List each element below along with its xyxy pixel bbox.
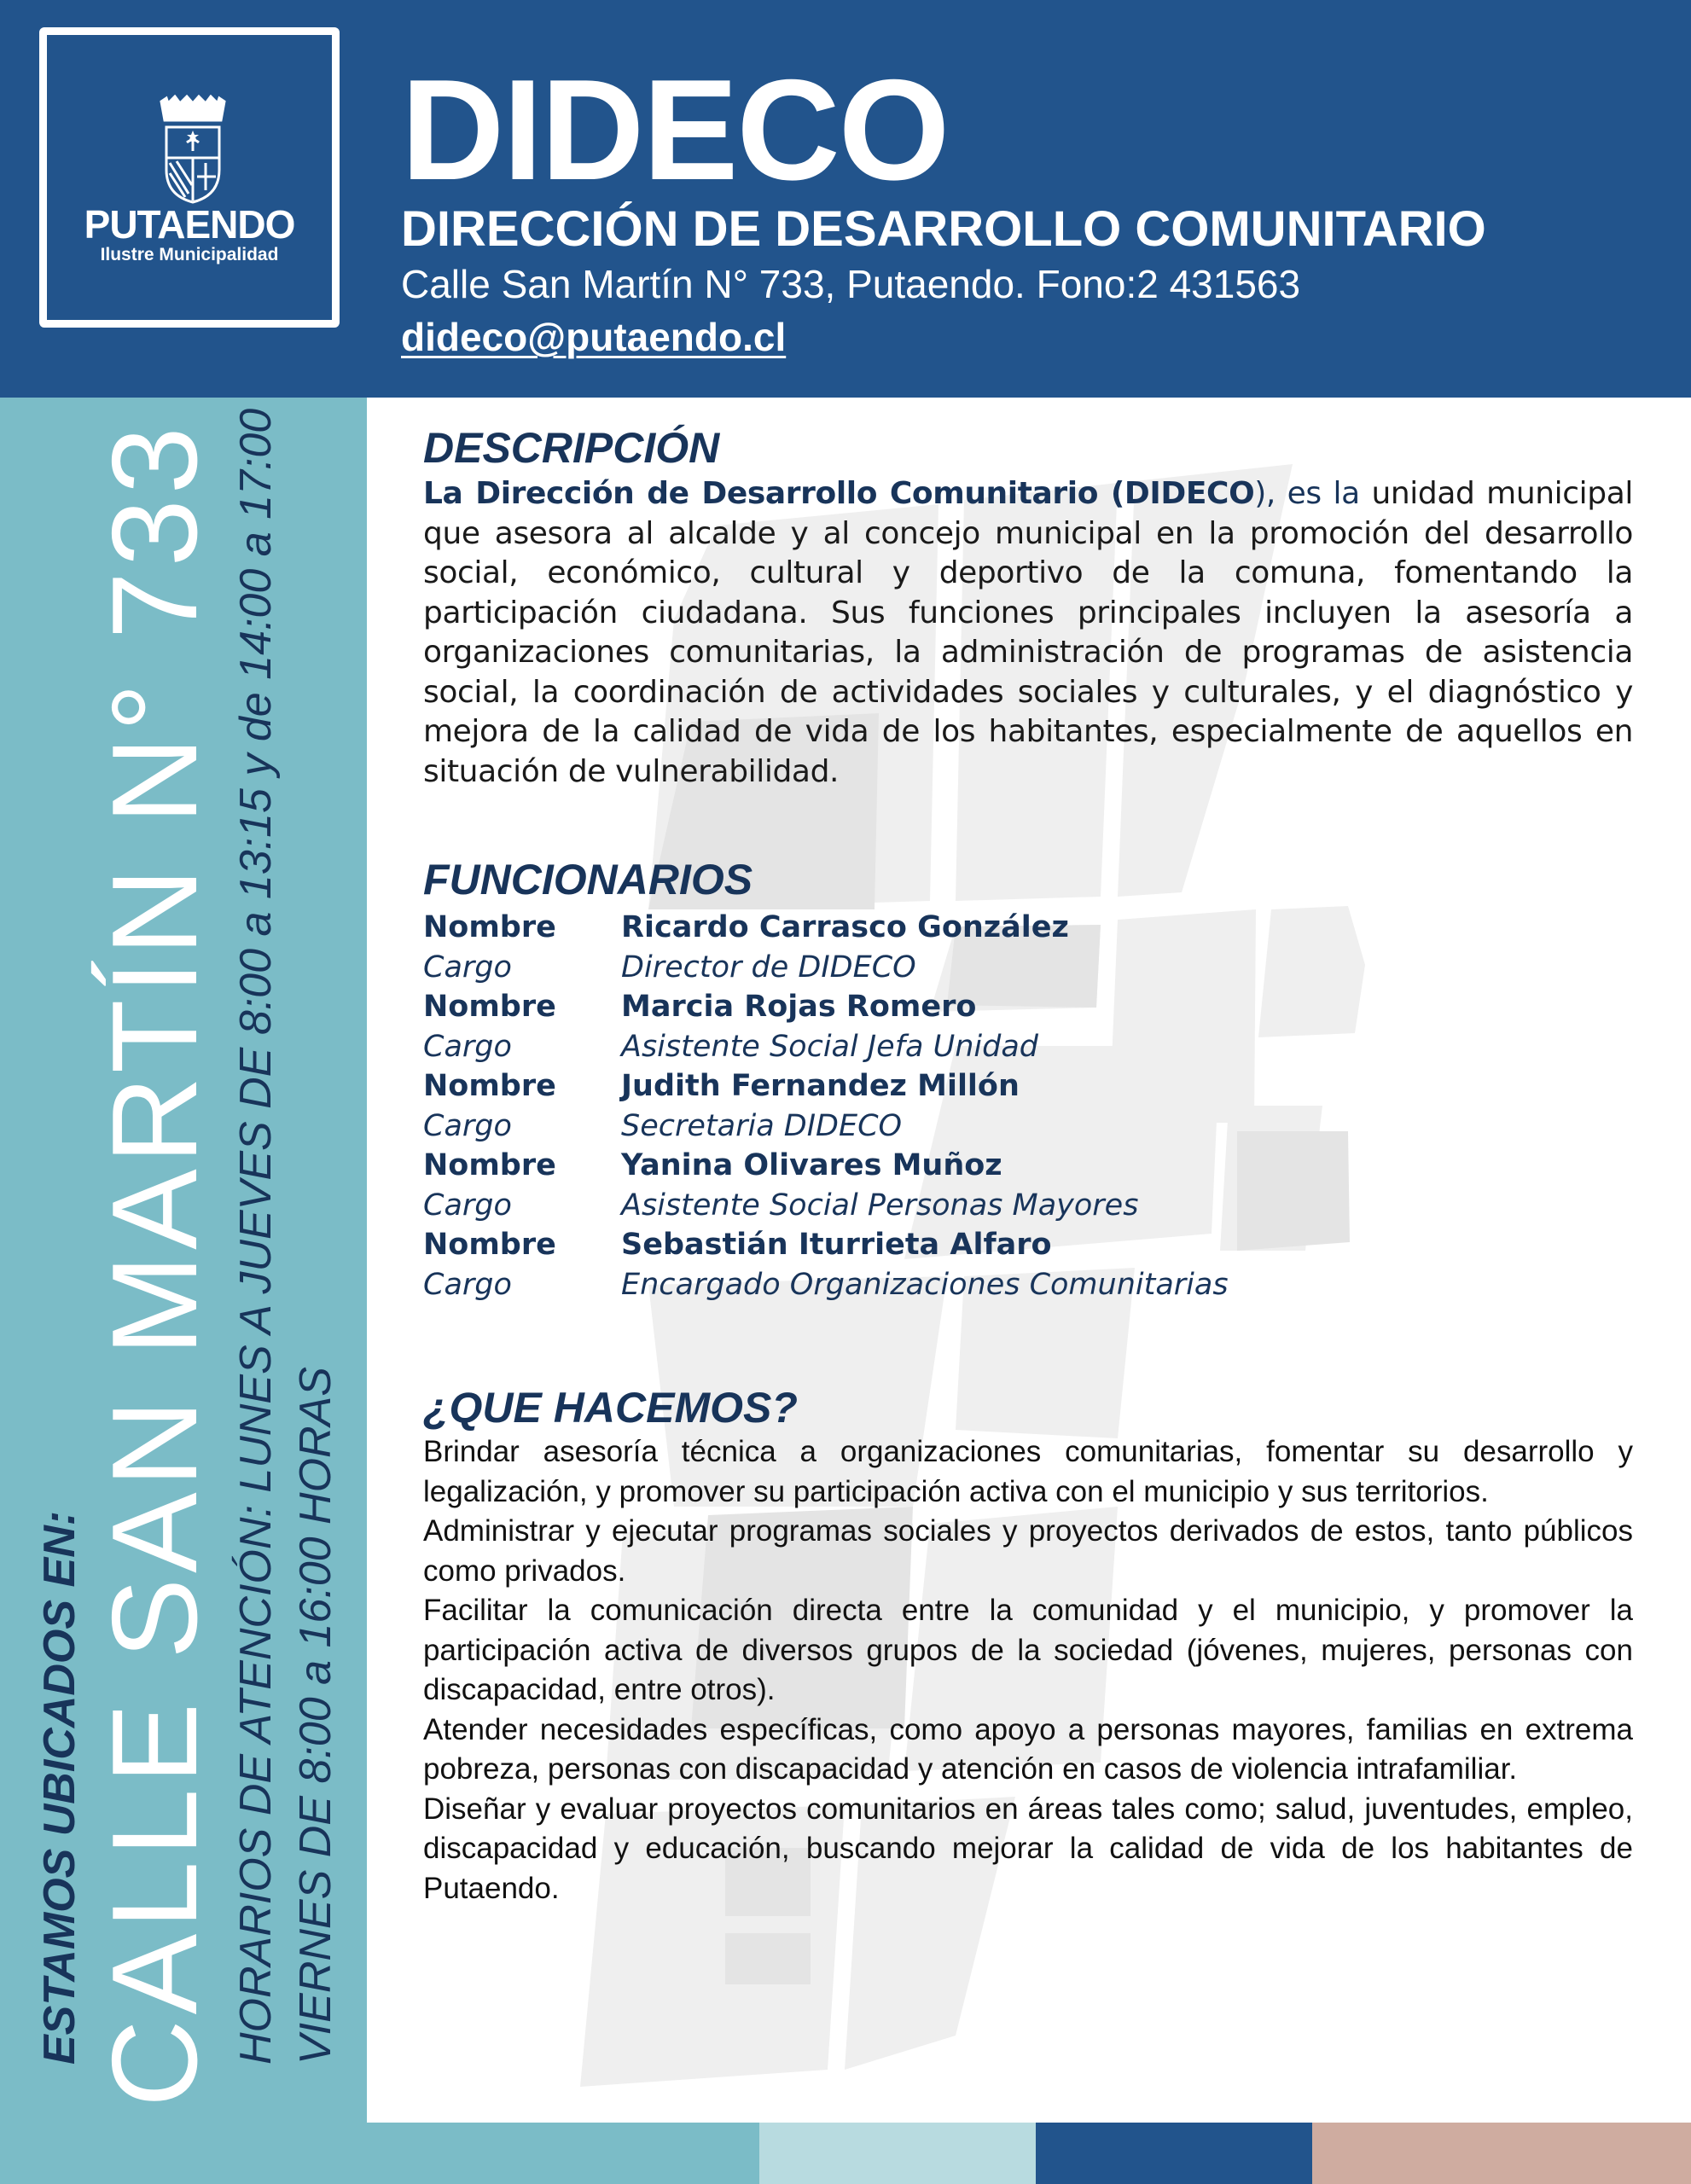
section-title-que-hacemos: ¿QUE HACEMOS? bbox=[423, 1384, 798, 1432]
staff-name: Judith Fernandez Millón bbox=[621, 1069, 1020, 1103]
activity-item: Administrar y ejecutar programas sociales y proyectos derivados de estos, tanto públicos como privados. bbox=[423, 1514, 1633, 1588]
description-lead-connector: ), es la bbox=[1254, 476, 1360, 511]
staff-name: Ricardo Carrasco González bbox=[621, 910, 1069, 944]
footer-bar-segment bbox=[367, 2123, 759, 2184]
staff-name: Sebastián Iturrieta Alfaro bbox=[621, 1228, 1052, 1262]
activity-item: Brindar asesoría técnica a organizaciones comunitarias, fomentar su desarrollo y legalización, y promover su participación activa con el municipio y sus territorios. bbox=[423, 1435, 1633, 1508]
staff-role-row bbox=[423, 1186, 1633, 1226]
municipality-logo bbox=[39, 27, 340, 328]
staff-role: Asistente Social Personas Mayores bbox=[621, 1188, 1139, 1223]
hours-friday: VIERNES DE 8:00 a 16:00 HORAS bbox=[291, 1367, 340, 2065]
located-label: ESTAMOS UBICADOS EN: bbox=[35, 1510, 84, 2065]
header-banner bbox=[0, 0, 1691, 398]
map-block bbox=[725, 1933, 811, 1984]
staff-role: Encargado Organizaciones Comunitarias bbox=[621, 1267, 1229, 1302]
activity-item: Diseñar y evaluar proyectos comunitarios en áreas tales como; salud, juventudes, empleo, discapacidad y educación, buscando mejorar la calidad de vida de los habitantes de Putaendo. bbox=[423, 1792, 1633, 1905]
footer-color-bar bbox=[367, 2123, 1691, 2184]
activities-list bbox=[423, 1432, 1633, 1908]
footer-bar-segment bbox=[1036, 2123, 1312, 2184]
section-title-descripcion: DESCRIPCIÓN bbox=[423, 424, 720, 472]
name-label: Nombre bbox=[423, 1148, 556, 1182]
staff-name-row bbox=[423, 1146, 1633, 1186]
staff-name-row bbox=[423, 987, 1633, 1027]
role-label: Cargo bbox=[423, 1108, 512, 1143]
staff-role-row bbox=[423, 1265, 1633, 1305]
name-label: Nombre bbox=[423, 1228, 556, 1262]
staff-name-row bbox=[423, 1066, 1633, 1107]
page-subtitle: DIRECCIÓN DE DESARROLLO COMUNITARIO bbox=[401, 201, 1486, 257]
address-phone: Calle San Martín N° 733, Putaendo. Fono:2 431563 bbox=[401, 262, 1301, 306]
description-lead: La Dirección de Desarrollo Comunitario (DIDECO bbox=[423, 476, 1255, 511]
name-label: Nombre bbox=[423, 910, 556, 944]
coat-of-arms-icon bbox=[154, 95, 231, 206]
page-title: DIDECO bbox=[401, 49, 949, 210]
role-label: Cargo bbox=[423, 1188, 512, 1223]
section-title-funcionarios: FUNCIONARIOS bbox=[423, 856, 753, 903]
name-label: Nombre bbox=[423, 1069, 556, 1103]
street-address: CALLE SAN MARTÍN N° 733 bbox=[87, 421, 223, 2107]
staff-role: Asistente Social Jefa Unidad bbox=[621, 1029, 1039, 1064]
footer-bar-segment bbox=[759, 2123, 1036, 2184]
name-label: Nombre bbox=[423, 990, 556, 1024]
staff-role-row bbox=[423, 948, 1633, 988]
activity-item: Atender necesidades específicas, como apoyo a personas mayores, familias en extrema pobreza, personas con discapacidad y atención en casos de violencia intrafamiliar. bbox=[423, 1712, 1633, 1786]
email-link[interactable]: dideco@putaendo.cl bbox=[401, 315, 787, 359]
staff-role: Secretaria DIDECO bbox=[621, 1108, 903, 1143]
staff-name-row bbox=[423, 1225, 1633, 1265]
staff-role-row bbox=[423, 1107, 1633, 1147]
description-body: unidad municipal que asesora al alcalde y al concejo municipal en la promoción del desarrollo social, económico, cultural y deportivo de la comuna, fomentando la participación ciudadana. Sus funciones principales incluyen la asesoría a organizaciones comunitarias, la administración de programas de asistencia social, la coordinación de actividades sociales y culturales, y el diagnóstico y mejora de la calidad de vida de los habitantes, especialmente de aquellos en situación de vulnerabilidad. bbox=[423, 476, 1633, 789]
staff-role: Director de DIDECO bbox=[621, 950, 916, 985]
hours-weekdays: HORARIOS DE ATENCIÓN: LUNES A JUEVES DE 8:00 a 13:15 y de 14:00 a 17:00 bbox=[231, 408, 281, 2065]
footer-bar-segment bbox=[1312, 2123, 1691, 2184]
staff-name: Marcia Rojas Romero bbox=[621, 990, 977, 1024]
staff-list bbox=[423, 908, 1633, 1304]
role-label: Cargo bbox=[423, 950, 512, 985]
logo-name: PUTAENDO bbox=[84, 202, 295, 247]
activity-item: Facilitar la comunicación directa entre la comunidad y el municipio, y promover la participación activa de diversos grupos de la sociedad (jóvenes, mujeres, personas con discapacidad, entre otros). bbox=[423, 1594, 1633, 1706]
staff-name: Yanina Olivares Muñoz bbox=[621, 1148, 1002, 1182]
description-paragraph bbox=[423, 474, 1633, 792]
staff-name-row bbox=[423, 908, 1633, 948]
role-label: Cargo bbox=[423, 1267, 512, 1302]
staff-role-row bbox=[423, 1027, 1633, 1067]
role-label: Cargo bbox=[423, 1029, 512, 1064]
main-content bbox=[423, 424, 1633, 1908]
logo-subtitle: Ilustre Municipalidad bbox=[100, 245, 279, 264]
